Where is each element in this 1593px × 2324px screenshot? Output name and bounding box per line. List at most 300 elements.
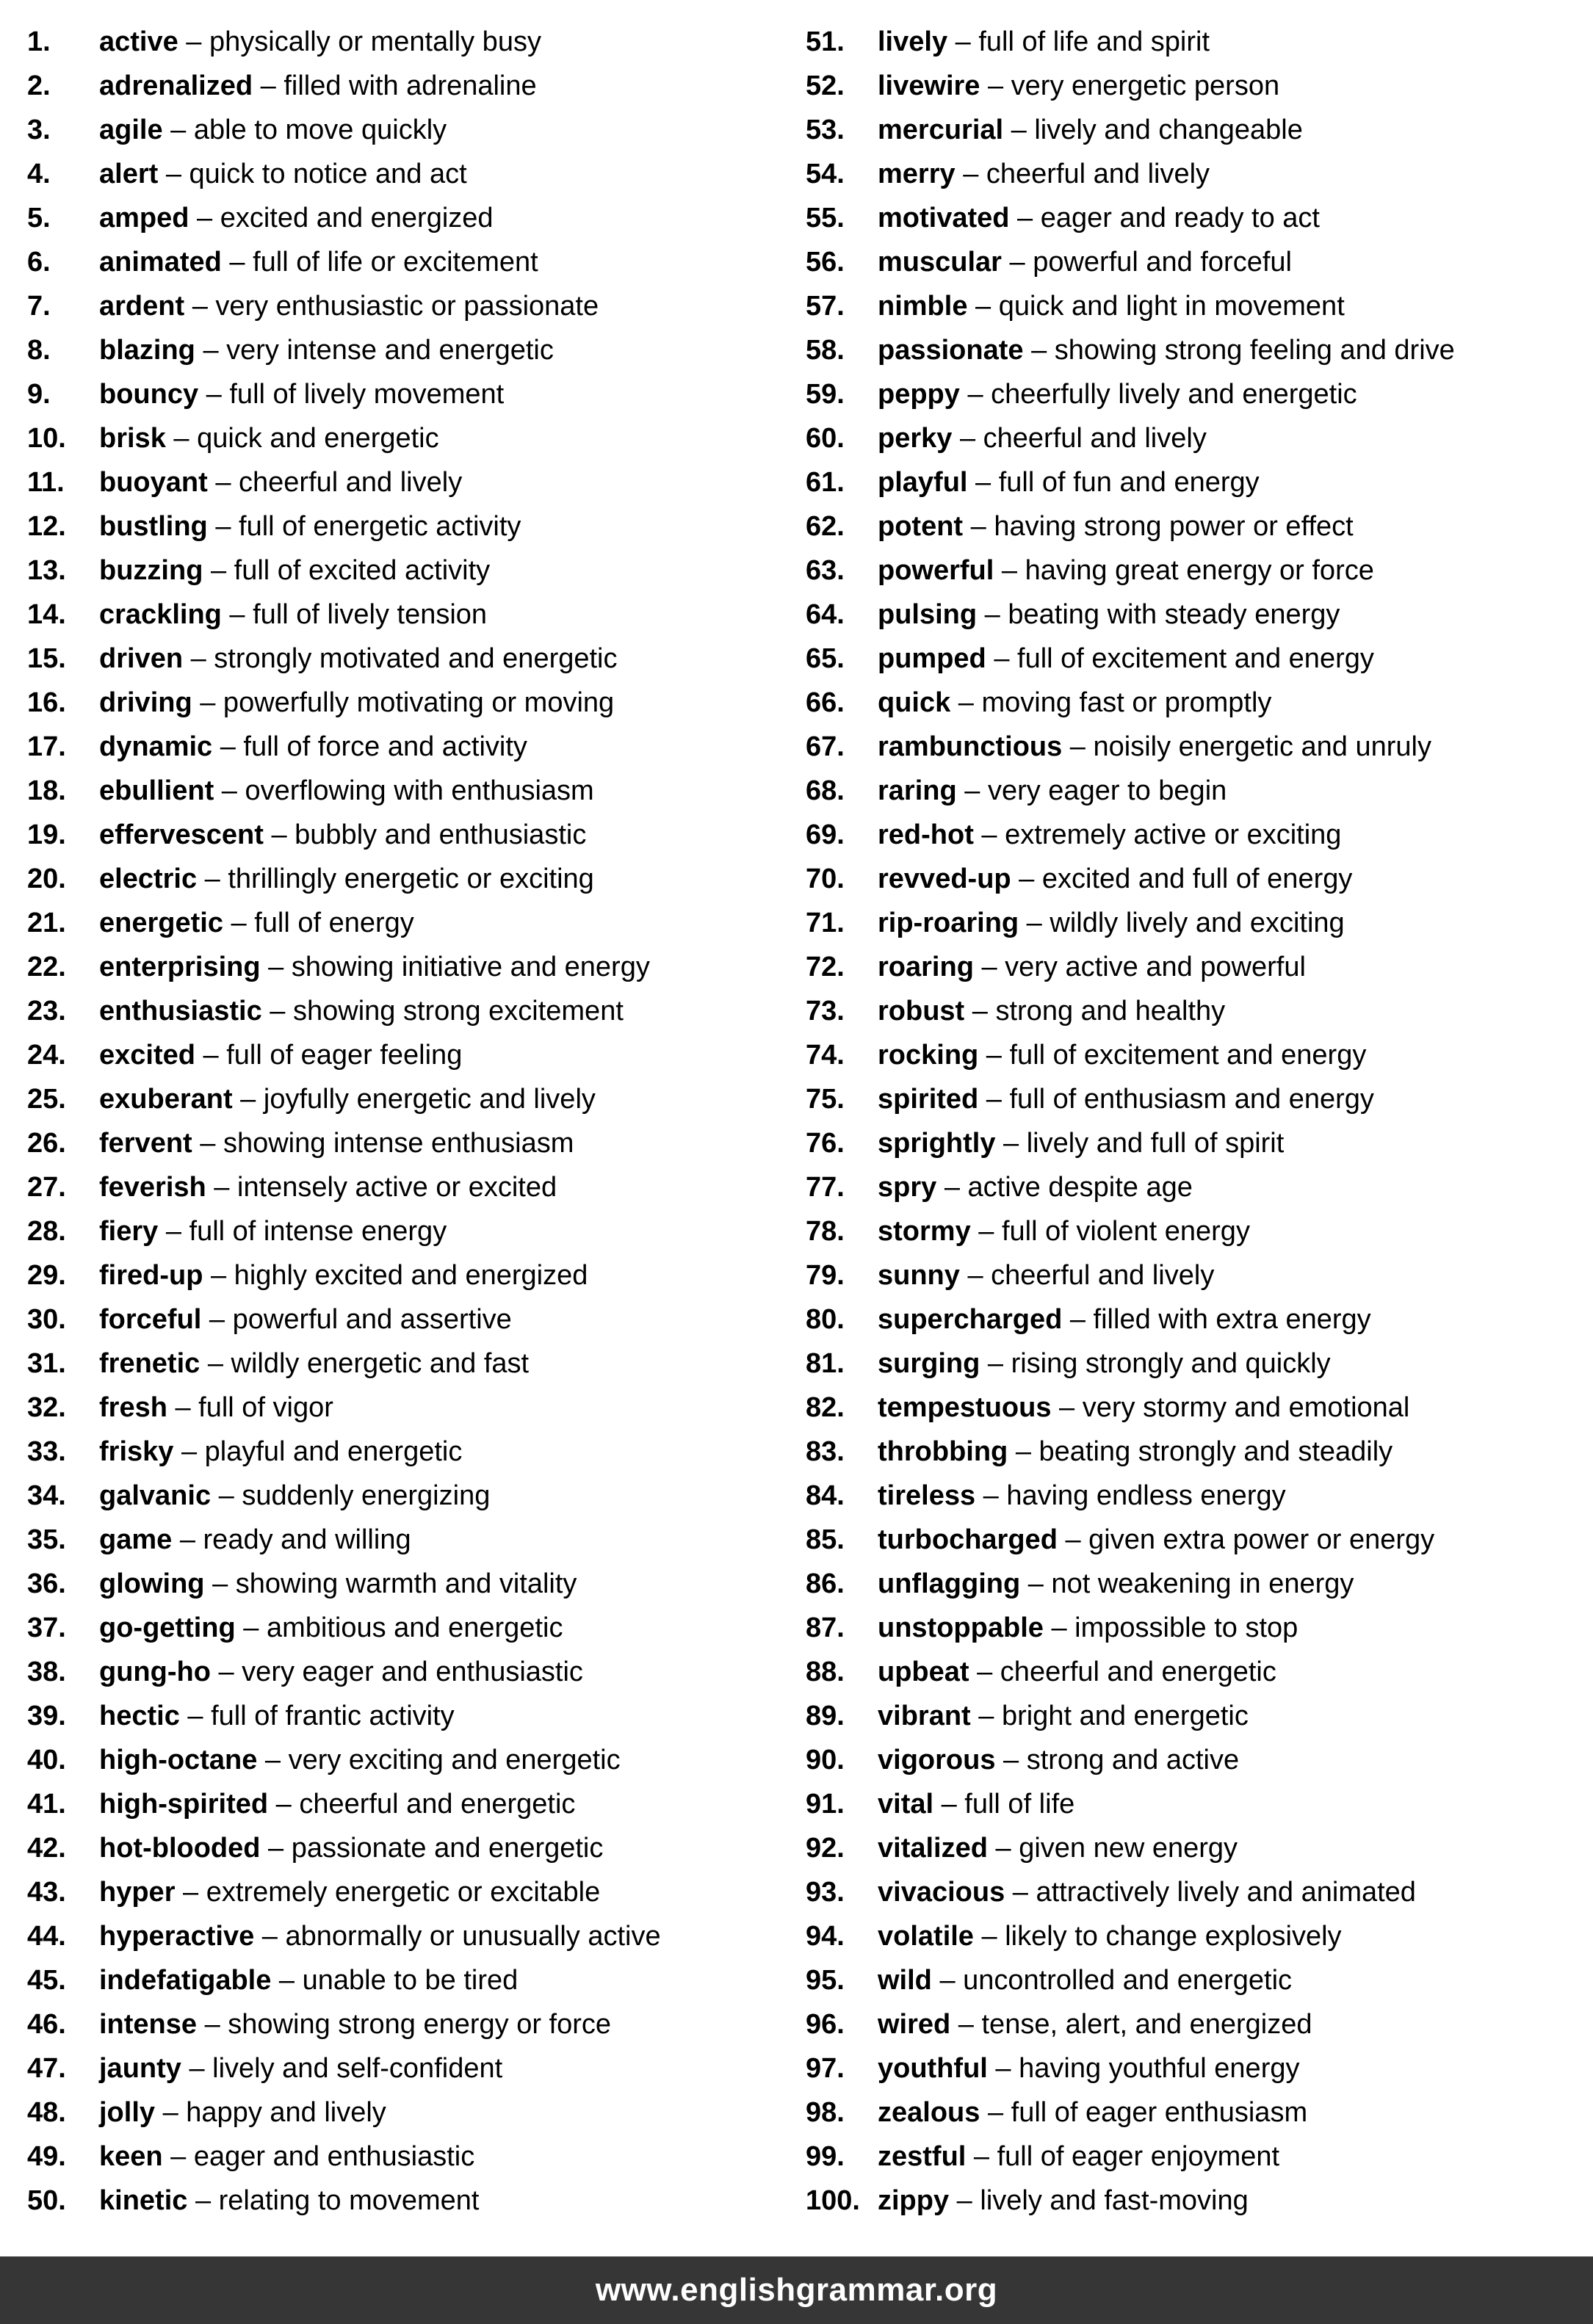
item-word: potent: [878, 511, 964, 542]
item-number: 85.: [806, 1524, 845, 1555]
item-definition: – very intense and energetic: [195, 335, 554, 366]
item-definition: – extremely active or exciting: [973, 819, 1342, 850]
item-word: wired: [878, 2009, 951, 2040]
item-word: electric: [99, 864, 198, 894]
item-number: 98.: [806, 2097, 845, 2128]
item-definition: – not weakening in energy: [1020, 1568, 1354, 1599]
item-number: 54.: [806, 159, 845, 189]
item-word: muscular: [878, 247, 1002, 278]
item-number: 95.: [806, 1965, 845, 1996]
item-definition: – intensely active or excited: [206, 1172, 557, 1203]
item-definition: – extremely energetic or excitable: [175, 1877, 601, 1908]
item-text: [878, 64, 1279, 108]
item-text: [878, 901, 1345, 945]
list-item: [806, 504, 1584, 549]
item-definition: – lively and changeable: [1003, 115, 1303, 145]
item-word: sprightly: [878, 1128, 996, 1159]
item-text: [99, 593, 487, 637]
item-word: powerful: [878, 555, 994, 586]
list-item: [27, 2179, 806, 2223]
item-definition: – full of intense energy: [158, 1216, 447, 1247]
item-text: [99, 1870, 600, 1914]
list-item: [27, 1694, 806, 1738]
item-word: bouncy: [99, 379, 199, 410]
list-item: [806, 240, 1584, 284]
item-definition: – full of vigor: [167, 1392, 333, 1423]
item-word: hyperactive: [99, 1921, 255, 1952]
item-definition: – moving fast or promptly: [950, 687, 1272, 718]
item-text: [878, 549, 1374, 593]
item-definition: – cheerful and lively: [955, 159, 1210, 189]
item-number: 58.: [806, 335, 845, 366]
item-word: youthful: [878, 2053, 988, 2084]
list-item: [27, 945, 806, 989]
item-definition: – noisily energetic and unruly: [1062, 731, 1431, 762]
list-item: [27, 1430, 806, 1474]
list-item: [27, 1386, 806, 1430]
item-number: 70.: [806, 864, 845, 894]
item-text: [878, 196, 1320, 240]
item-definition: – happy and lively: [155, 2097, 386, 2128]
item-word: keen: [99, 2141, 163, 2172]
item-word: glowing: [99, 1568, 205, 1599]
item-word: unflagging: [878, 1568, 1021, 1599]
list-item: [806, 725, 1584, 769]
list-item: [806, 2090, 1584, 2135]
item-definition: – filled with adrenaline: [253, 70, 537, 101]
item-text: [878, 1562, 1354, 1606]
item-text: [878, 372, 1357, 416]
item-number: 22.: [27, 952, 66, 982]
item-definition: – powerful and assertive: [201, 1304, 512, 1335]
list-item: [27, 1870, 806, 1914]
item-text: [99, 1121, 574, 1165]
list-item: [27, 328, 806, 372]
item-text: [99, 460, 462, 504]
footer-bar: [0, 2256, 1593, 2324]
item-text: [878, 1033, 1366, 1077]
item-text: [99, 681, 614, 725]
item-number: 46.: [27, 2009, 66, 2040]
item-number: 80.: [806, 1304, 845, 1335]
list-item: [806, 2135, 1584, 2179]
item-definition: – abnormally or unusually active: [254, 1921, 661, 1952]
item-word: fervent: [99, 1128, 192, 1159]
item-number: 13.: [27, 555, 66, 586]
item-number: 14.: [27, 599, 66, 630]
item-word: forceful: [99, 1304, 202, 1335]
item-text: [878, 152, 1210, 196]
item-definition: – full of life and spirit: [947, 26, 1210, 57]
item-word: merry: [878, 159, 956, 189]
item-text: [99, 1606, 563, 1650]
item-definition: – full of fun and energy: [967, 467, 1260, 498]
item-word: animated: [99, 247, 222, 278]
item-word: driving: [99, 687, 192, 718]
item-text: [99, 152, 467, 196]
item-definition: – very active and powerful: [973, 952, 1306, 982]
list-item: [27, 372, 806, 416]
item-definition: – tense, alert, and energized: [950, 2009, 1312, 2040]
item-text: [99, 2090, 386, 2135]
item-word: zealous: [878, 2097, 980, 2128]
item-definition: – wildly energetic and fast: [200, 1348, 530, 1379]
item-number: 42.: [27, 1833, 66, 1864]
item-definition: – cheerful and lively: [207, 467, 463, 498]
item-word: driven: [99, 643, 184, 674]
item-text: [878, 328, 1455, 372]
item-number: 11.: [27, 467, 65, 498]
item-definition: – ambitious and energetic: [235, 1612, 563, 1643]
item-number: 77.: [806, 1172, 845, 1203]
item-definition: – full of life or excitement: [221, 247, 538, 278]
item-text: [878, 416, 1207, 460]
item-number: 94.: [806, 1921, 845, 1952]
item-number: 16.: [27, 687, 66, 718]
item-number: 37.: [27, 1612, 66, 1643]
item-definition: – cheerful and lively: [959, 1260, 1215, 1291]
word-list: [0, 20, 1593, 2223]
item-number: 20.: [27, 864, 66, 894]
list-item: [27, 2090, 806, 2135]
item-text: [99, 1562, 577, 1606]
list-item: [27, 2046, 806, 2090]
item-number: 36.: [27, 1568, 66, 1599]
list-item: [806, 989, 1584, 1033]
item-word: unstoppable: [878, 1612, 1044, 1643]
list-item: [27, 1782, 806, 1826]
item-word: mercurial: [878, 115, 1004, 145]
item-definition: – full of force and activity: [212, 731, 527, 762]
item-definition: – showing strong energy or force: [197, 2009, 612, 2040]
item-definition: – quick and energetic: [165, 423, 439, 454]
item-word: raring: [878, 775, 957, 806]
list-item: [806, 108, 1584, 152]
list-item: [27, 1650, 806, 1694]
list-item: [806, 945, 1584, 989]
list-item: [27, 593, 806, 637]
item-number: 24.: [27, 1040, 66, 1071]
item-text: [99, 504, 521, 549]
item-text: [878, 1297, 1371, 1342]
item-word: buzzing: [99, 555, 203, 586]
list-item: [806, 681, 1584, 725]
item-definition: – joyfully energetic and lively: [232, 1084, 596, 1115]
item-text: [99, 1033, 462, 1077]
item-text: [99, 1253, 588, 1297]
list-item: [27, 240, 806, 284]
item-text: [99, 196, 494, 240]
item-text: [878, 2046, 1299, 2090]
item-text: [99, 637, 618, 681]
item-definition: – physically or mentally busy: [178, 26, 541, 57]
item-text: [878, 1870, 1416, 1914]
item-number: 51.: [806, 26, 845, 57]
item-word: indefatigable: [99, 1965, 272, 1996]
list-item: [806, 1474, 1584, 1518]
list-item: [806, 1033, 1584, 1077]
list-item: [27, 1826, 806, 1870]
item-text: [878, 1914, 1342, 1958]
item-definition: – powerful and forceful: [1001, 247, 1292, 278]
list-item: [806, 549, 1584, 593]
item-word: hyper: [99, 1877, 176, 1908]
item-word: rocking: [878, 1040, 979, 1071]
item-definition: – full of eager enthusiasm: [980, 2097, 1308, 2128]
item-definition: – lively and fast-moving: [949, 2185, 1249, 2216]
item-definition: – thrillingly energetic or exciting: [197, 864, 594, 894]
item-word: peppy: [878, 379, 960, 410]
item-number: 18.: [27, 775, 66, 806]
item-definition: – strong and healthy: [964, 996, 1226, 1027]
item-text: [99, 284, 599, 328]
item-text: [99, 416, 439, 460]
list-item: [806, 1958, 1584, 2002]
item-definition: – very stormy and emotional: [1051, 1392, 1410, 1423]
item-definition: – playful and energetic: [173, 1436, 463, 1467]
item-text: [99, 1297, 512, 1342]
list-item: [806, 813, 1584, 857]
item-text: [99, 20, 541, 64]
item-number: 41.: [27, 1789, 66, 1820]
item-text: [99, 1077, 596, 1121]
item-definition: – full of lively tension: [221, 599, 488, 630]
item-number: 3.: [27, 115, 51, 145]
item-definition: – filled with extra energy: [1062, 1304, 1371, 1335]
item-word: effervescent: [99, 819, 264, 850]
item-text: [878, 681, 1271, 725]
list-item: [27, 64, 806, 108]
item-number: 50.: [27, 2185, 66, 2216]
item-text: [99, 372, 504, 416]
list-item: [27, 1562, 806, 1606]
item-definition: – full of eager enjoyment: [966, 2141, 1280, 2172]
item-definition: – given extra power or energy: [1057, 1524, 1435, 1555]
item-word: stormy: [878, 1216, 971, 1247]
item-text: [99, 769, 594, 813]
item-number: 67.: [806, 731, 845, 762]
item-definition: – lively and full of spirit: [995, 1128, 1285, 1159]
list-item: [806, 64, 1584, 108]
item-text: [99, 1474, 490, 1518]
item-number: 56.: [806, 247, 845, 278]
item-number: 75.: [806, 1084, 845, 1115]
item-word: frenetic: [99, 1348, 201, 1379]
item-word: perky: [878, 423, 953, 454]
item-word: livewire: [878, 70, 980, 101]
item-definition: – full of eager feeling: [195, 1040, 463, 1071]
list-item: [806, 1342, 1584, 1386]
item-number: 38.: [27, 1657, 66, 1687]
list-item: [806, 328, 1584, 372]
list-item: [806, 196, 1584, 240]
item-word: jaunty: [99, 2053, 181, 2084]
item-text: [99, 2135, 474, 2179]
item-number: 59.: [806, 379, 845, 410]
item-definition: – relating to movement: [187, 2185, 480, 2216]
list-item: [806, 2002, 1584, 2046]
item-number: 100.: [806, 2185, 860, 2216]
item-text: [878, 1826, 1238, 1870]
list-item: [27, 416, 806, 460]
item-word: surging: [878, 1348, 980, 1379]
item-text: [99, 1914, 661, 1958]
item-definition: – likely to change explosively: [973, 1921, 1342, 1952]
item-word: pulsing: [878, 599, 978, 630]
item-definition: – strongly motivated and energetic: [183, 643, 618, 674]
item-text: [99, 1958, 518, 2002]
item-word: rip-roaring: [878, 908, 1019, 938]
list-item: [27, 2002, 806, 2046]
item-text: [878, 1474, 1286, 1518]
list-item: [27, 1474, 806, 1518]
item-word: bustling: [99, 511, 208, 542]
list-item: [27, 725, 806, 769]
item-definition: – impossible to stop: [1043, 1612, 1298, 1643]
item-definition: – full of life: [933, 1789, 1075, 1820]
list-item: [806, 284, 1584, 328]
item-word: tireless: [878, 1480, 976, 1511]
item-number: 8.: [27, 335, 51, 366]
item-number: 96.: [806, 2009, 845, 2040]
item-definition: – given new energy: [987, 1833, 1238, 1864]
item-text: [878, 284, 1345, 328]
item-word: robust: [878, 996, 965, 1027]
list-item: [27, 152, 806, 196]
item-definition: – overflowing with enthusiasm: [214, 775, 594, 806]
item-definition: – quick and light in movement: [967, 291, 1345, 322]
item-definition: – lively and self-confident: [181, 2053, 503, 2084]
item-word: excited: [99, 1040, 195, 1071]
list-item: [806, 20, 1584, 64]
item-number: 76.: [806, 1128, 845, 1159]
item-definition: – full of excitement and energy: [978, 1040, 1367, 1071]
item-definition: – cheerful and energetic: [268, 1789, 576, 1820]
item-definition: – highly excited and energized: [203, 1260, 588, 1291]
item-number: 83.: [806, 1436, 845, 1467]
item-word: quick: [878, 687, 951, 718]
item-number: 28.: [27, 1216, 66, 1247]
item-word: fresh: [99, 1392, 167, 1423]
list-item: [806, 1121, 1584, 1165]
list-item: [27, 1209, 806, 1253]
item-number: 45.: [27, 1965, 66, 1996]
list-item: [806, 1606, 1584, 1650]
item-text: [878, 593, 1340, 637]
list-item: [27, 549, 806, 593]
item-definition: – wildly lively and exciting: [1019, 908, 1345, 938]
item-number: 68.: [806, 775, 845, 806]
item-text: [99, 1694, 455, 1738]
item-definition: – unable to be tired: [271, 1965, 519, 1996]
item-text: [878, 857, 1352, 901]
item-number: 97.: [806, 2053, 845, 2084]
list-item: [27, 1033, 806, 1077]
item-word: frisky: [99, 1436, 174, 1467]
item-number: 25.: [27, 1084, 66, 1115]
list-item: [806, 1297, 1584, 1342]
item-word: motivated: [878, 203, 1010, 234]
item-number: 90.: [806, 1745, 845, 1775]
item-text: [878, 240, 1292, 284]
item-word: dynamic: [99, 731, 213, 762]
item-text: [99, 1209, 447, 1253]
list-item: [806, 152, 1584, 196]
item-word: vibrant: [878, 1701, 971, 1731]
item-number: 57.: [806, 291, 845, 322]
list-item: [27, 1121, 806, 1165]
word-list-column-left: [27, 20, 806, 2223]
item-text: [878, 945, 1306, 989]
list-item: [806, 1914, 1584, 1958]
item-word: adrenalized: [99, 70, 253, 101]
item-definition: – very exciting and energetic: [257, 1745, 621, 1775]
item-definition: – passionate and energetic: [260, 1833, 604, 1864]
item-text: [878, 637, 1374, 681]
item-number: 21.: [27, 908, 66, 938]
item-text: [878, 1253, 1214, 1297]
item-text: [99, 108, 447, 152]
item-number: 78.: [806, 1216, 845, 1247]
item-number: 73.: [806, 996, 845, 1027]
item-word: agile: [99, 115, 163, 145]
item-number: 79.: [806, 1260, 845, 1291]
item-text: [99, 945, 650, 989]
item-word: zippy: [878, 2185, 950, 2216]
item-definition: – full of enthusiasm and energy: [978, 1084, 1374, 1115]
item-definition: – bright and energetic: [970, 1701, 1249, 1731]
item-number: 23.: [27, 996, 66, 1027]
item-number: 71.: [806, 908, 845, 938]
item-definition: – very enthusiastic or passionate: [184, 291, 599, 322]
item-definition: – showing initiative and energy: [260, 952, 650, 982]
item-text: [878, 2090, 1307, 2135]
item-number: 4.: [27, 159, 51, 189]
list-item: [27, 1253, 806, 1297]
list-item: [806, 1430, 1584, 1474]
item-definition: – strong and active: [995, 1745, 1240, 1775]
item-number: 81.: [806, 1348, 845, 1379]
list-item: [806, 2179, 1584, 2223]
item-word: supercharged: [878, 1304, 1063, 1335]
item-word: spirited: [878, 1084, 979, 1115]
item-text: [878, 813, 1341, 857]
item-text: [99, 989, 624, 1033]
item-word: nimble: [878, 291, 968, 322]
item-definition: – full of energetic activity: [207, 511, 521, 542]
item-definition: – quick to notice and act: [158, 159, 467, 189]
list-item: [27, 857, 806, 901]
item-text: [99, 328, 554, 372]
item-word: tempestuous: [878, 1392, 1052, 1423]
list-item: [27, 1738, 806, 1782]
item-word: high-spirited: [99, 1789, 269, 1820]
item-word: blazing: [99, 335, 195, 366]
list-item: [27, 1518, 806, 1562]
item-word: vigorous: [878, 1745, 996, 1775]
item-text: [878, 1121, 1284, 1165]
list-item: [27, 681, 806, 725]
item-number: 88.: [806, 1657, 845, 1687]
item-text: [878, 1650, 1276, 1694]
item-number: 66.: [806, 687, 845, 718]
item-number: 48.: [27, 2097, 66, 2128]
item-number: 1.: [27, 26, 51, 57]
item-text: [878, 1738, 1239, 1782]
item-number: 40.: [27, 1745, 66, 1775]
item-number: 44.: [27, 1921, 66, 1952]
item-number: 6.: [27, 247, 51, 278]
